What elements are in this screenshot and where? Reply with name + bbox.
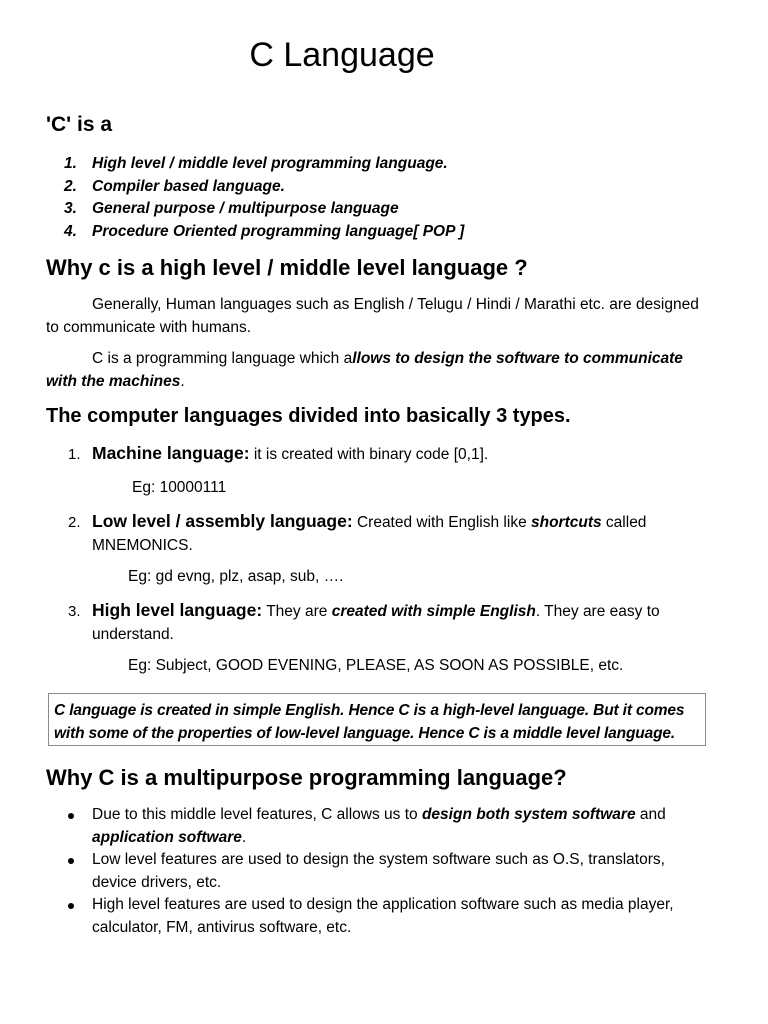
bullet-item: Due to this middle level features, C allows us to design both system software and application software. bbox=[64, 804, 714, 849]
type-item-machine: 1. Machine language: it is created with binary code [0,1]. bbox=[68, 443, 489, 463]
type-item-assembly: 2. Low level / assembly language: Created with English like shortcuts called MNEMONICS. bbox=[68, 511, 647, 554]
list-item: 1. High level / middle level programming language. bbox=[64, 155, 448, 172]
page-title: C Language bbox=[249, 36, 435, 74]
type-item-high-level: 3. High level language: They are created with simple English. They are easy to understand. bbox=[68, 600, 660, 643]
callout-line: with some of the properties of low-level language. Hence C is a middle level language. bbox=[54, 725, 676, 742]
bullet-icon bbox=[68, 903, 74, 909]
list-item: 3. General purpose / multipurpose language bbox=[64, 200, 399, 217]
paragraph-human-languages: Generally, Human languages such as English / Telugu / Hindi / Marathi etc. are designed to communicate with humans. bbox=[46, 296, 699, 336]
bullet-icon bbox=[68, 858, 74, 864]
heading-language-types: The computer languages divided into basically 3 types. bbox=[46, 405, 571, 427]
example-high-level: Eg: Subject, GOOD EVENING, PLEASE, AS SOON AS POSSIBLE, etc. bbox=[128, 657, 624, 674]
paragraph-c-programming: C is a programming language which allows to design the software to communicate with the machines. bbox=[46, 350, 683, 390]
multipurpose-bullet-list bbox=[64, 804, 714, 939]
summary-callout-box bbox=[48, 693, 706, 746]
heading-multipurpose: Why C is a multipurpose programming language? bbox=[46, 765, 567, 790]
heading-why-high-level: Why c is a high level / middle level language ? bbox=[46, 255, 528, 280]
heading-c-is-a: 'C' is a bbox=[46, 113, 113, 136]
list-item: 4. Procedure Oriented programming language[ POP ] bbox=[64, 222, 465, 240]
bullet-icon bbox=[68, 813, 74, 819]
c-features-list bbox=[64, 153, 464, 243]
example-machine: Eg: 10000111 bbox=[132, 479, 227, 496]
callout-line: C language is created in simple English. Hence C is a high-level language. But it comes bbox=[54, 702, 685, 719]
bullet-item: High level features are used to design the application software such as media player, calculator, FM, antivirus software, etc. bbox=[64, 894, 714, 939]
example-assembly: Eg: gd evng, plz, asap, sub, …. bbox=[128, 568, 344, 585]
list-item: 2. Compiler based language. bbox=[64, 177, 285, 195]
bullet-item: Low level features are used to design the system software such as O.S, translators, device drivers, etc. bbox=[64, 849, 714, 894]
